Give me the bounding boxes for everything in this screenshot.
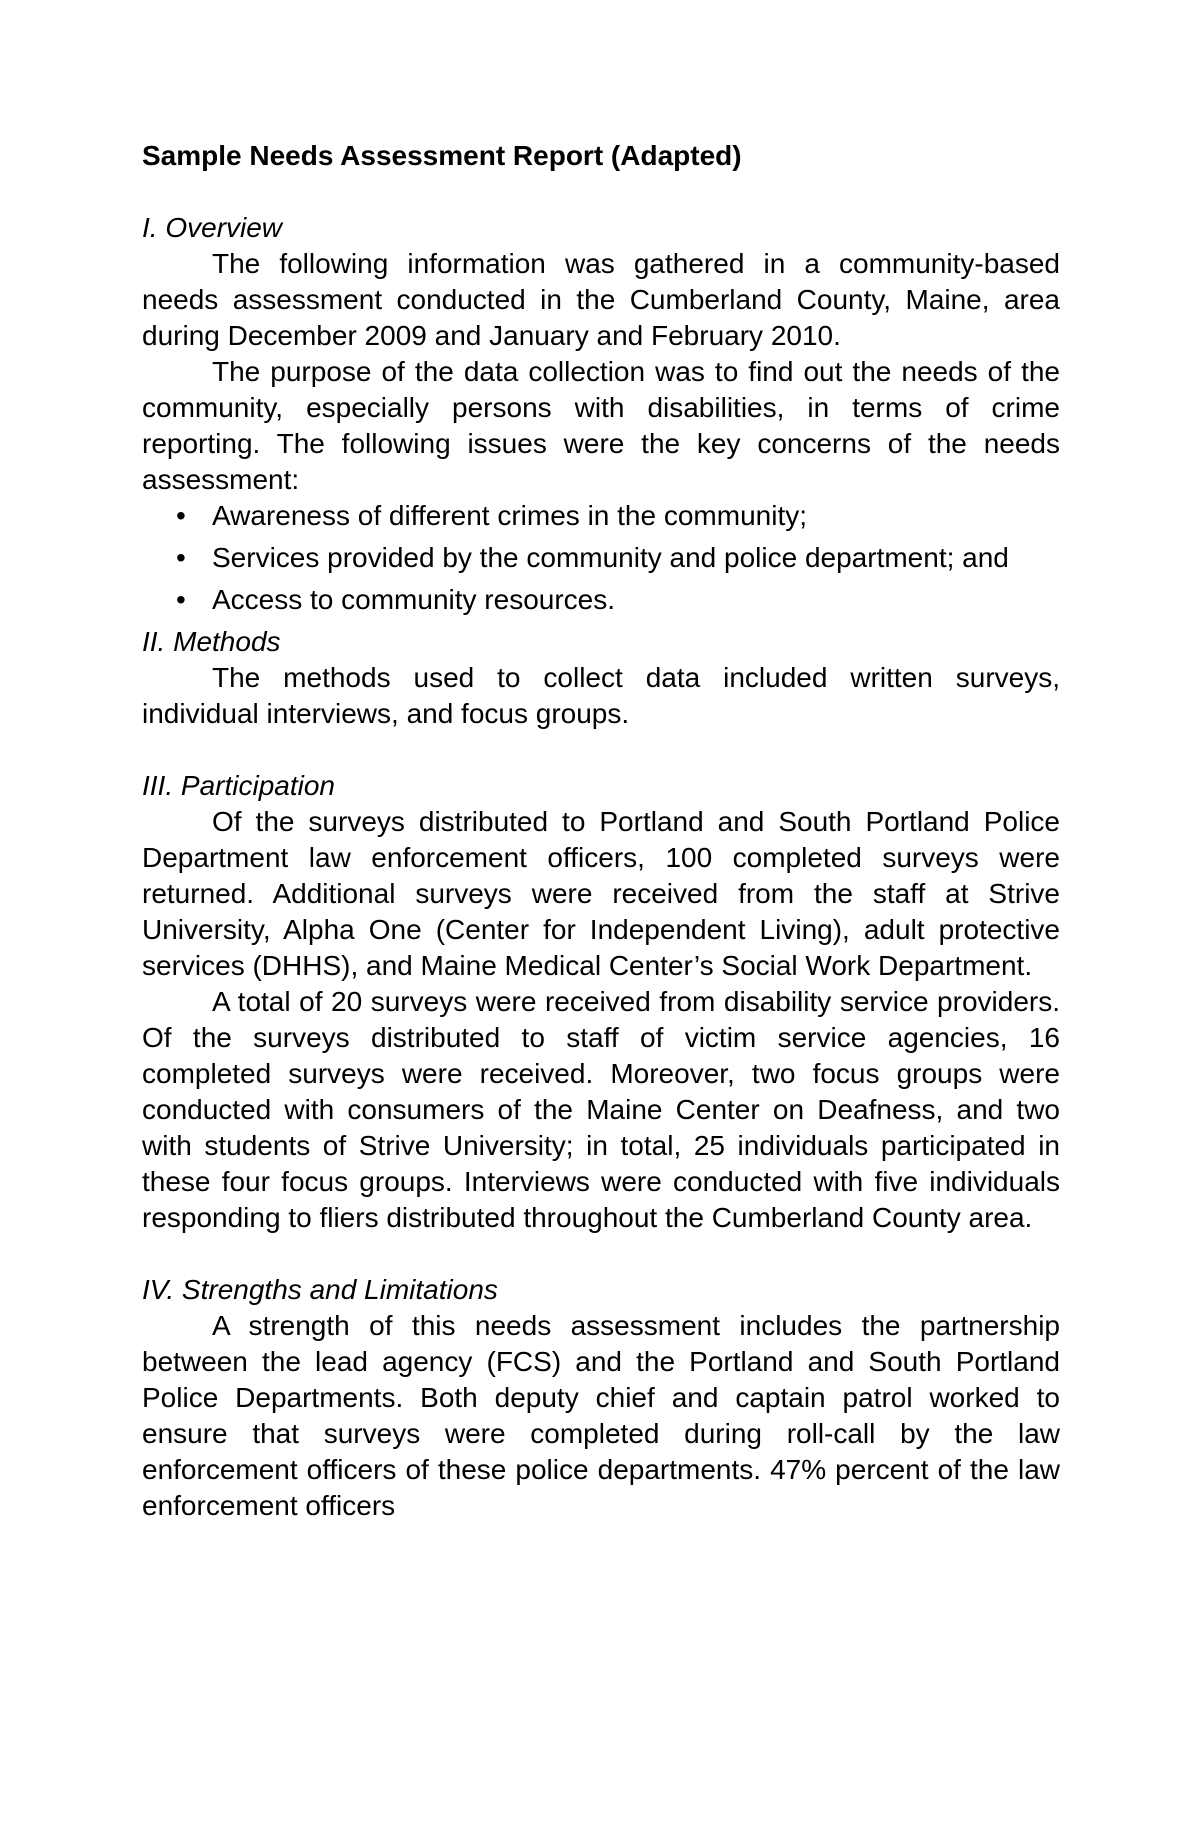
overview-paragraph-1: The following information was gathered in a community-based needs assessment conducted in the Cumberland County, Maine, area during December 2009 and January and February 2010. — [142, 248, 1060, 351]
bullet-icon: • — [176, 500, 186, 531]
section-gap — [142, 732, 1060, 768]
participation-paragraph-1: Of the surveys distributed to Portland and South Portland Police Department law enforcement officers, 100 completed surveys were returned. Additional surveys were received from the staff at Strive University, Alpha One (Center for Independent Living), adult protective services (DHHS), and Maine Medical Center’s Social Work Department. — [142, 806, 1060, 981]
section-heading-overview: I. Overview — [142, 212, 283, 243]
bullet-icon: • — [176, 542, 186, 573]
bullet-item-text: Services provided by the community and police department; and — [212, 542, 1009, 573]
bullet-item-text: Awareness of different crimes in the community; — [212, 500, 807, 531]
methods-paragraph-1: The methods used to collect data included written surveys, individual interviews, and focus groups. — [142, 662, 1060, 729]
bullet-icon: • — [176, 584, 186, 615]
section-participation — [142, 768, 1060, 1236]
document-page — [142, 138, 1060, 1524]
strengths-paragraph-1: A strength of this needs assessment includes the partnership between the lead agency (FCS) and the Portland and South Portland Police Departments. Both deputy chief and captain patrol worked to ensure that surveys were completed during roll-call by the law enforcement officers of these police departments. 47% percent of the law enforcement officers — [142, 1310, 1060, 1521]
section-strengths-limitations — [142, 1272, 1060, 1524]
section-heading-participation: III. Participation — [142, 770, 335, 801]
document-title: Sample Needs Assessment Report (Adapted) — [142, 140, 742, 171]
concerns-bullet-list — [142, 498, 1060, 618]
section-methods — [142, 624, 1060, 732]
section-overview — [142, 210, 1060, 618]
participation-paragraph-2: A total of 20 surveys were received from disability service providers. Of the surveys distributed to staff of victim service agencies, 16 completed surveys were received. Moreover, two focus groups were conducted with consumers of the Maine Center on Deafness, and two with students of Strive University; in total, 25 individuals participated in these four focus groups. Interviews were conducted with five individuals responding to fliers distributed throughout the Cumberland County area. — [142, 986, 1060, 1233]
bullet-item — [142, 498, 1060, 534]
bullet-item — [142, 582, 1060, 618]
overview-paragraph-2: The purpose of the data collection was to find out the needs of the community, especially persons with disabilities, in terms of crime reporting. The following issues were the key concerns of the needs assessment: — [142, 356, 1060, 495]
section-gap — [142, 1236, 1060, 1272]
bullet-item-text: Access to community resources. — [212, 584, 616, 615]
bullet-item — [142, 540, 1060, 576]
section-heading-methods: II. Methods — [142, 626, 281, 657]
section-heading-strengths: IV. Strengths and Limitations — [142, 1274, 498, 1305]
